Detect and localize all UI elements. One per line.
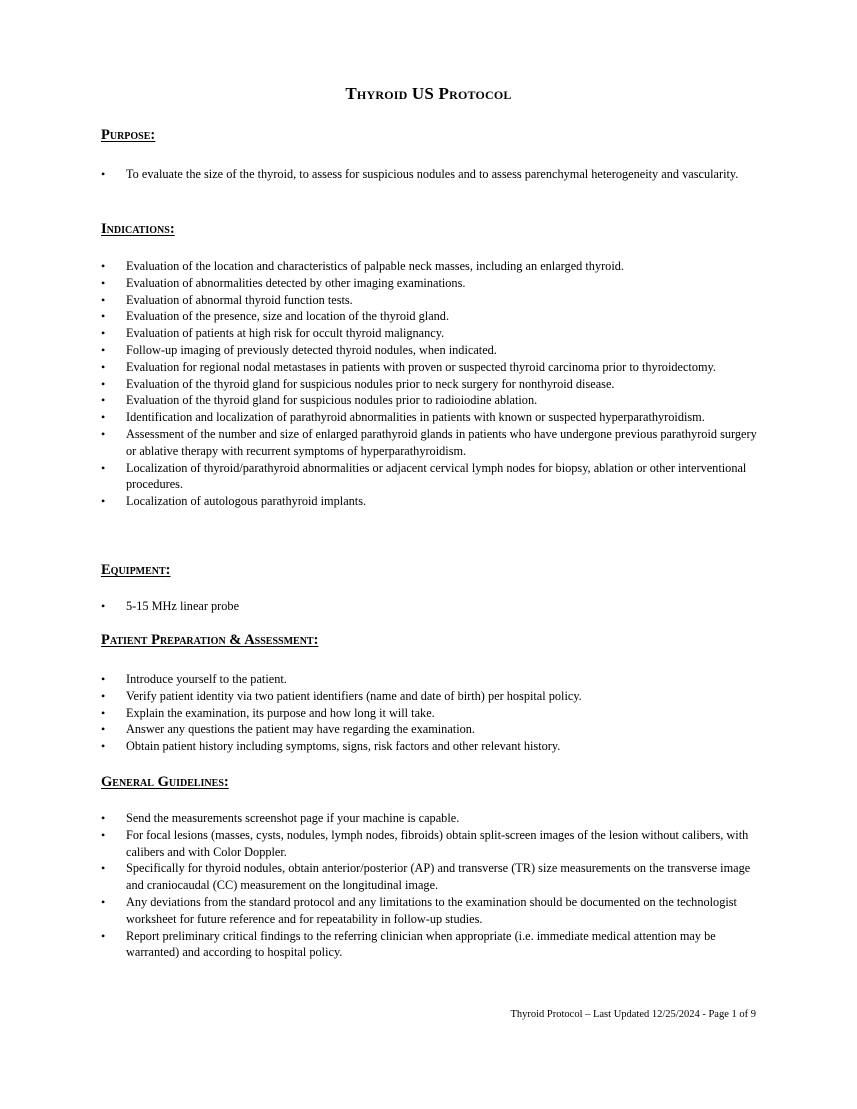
list-item: • Assessment of the number and size of enlarged parathyroid glands in patients who have undergone previous parathyroid surgery or ablative therapy with recurrent symptoms of hyperparathyroidism. (101, 426, 761, 460)
purpose-heading (101, 127, 155, 144)
list-item: • Evaluation of abnormal thyroid function tests. (101, 292, 761, 309)
list-item: • Identification and localization of parathyroid abnormalities in patients with known or suspected hyperparathyroidism. (101, 409, 761, 426)
guidelines-list (101, 810, 761, 961)
list-item: • Answer any questions the patient may have regarding the examination. (101, 721, 761, 738)
purpose-list (101, 165, 761, 184)
list-item: • Localization of thyroid/parathyroid abnormalities or adjacent cervical lymph nodes for biopsy, ablation or other interventional procedures. (101, 460, 761, 494)
list-item: • Follow-up imaging of previously detected thyroid nodules, when indicated. (101, 342, 761, 359)
list-item: • Explain the examination, its purpose and how long it will take. (101, 705, 761, 722)
list-item: • Obtain patient history including symptoms, signs, risk factors and other relevant history. (101, 738, 761, 755)
guidelines-heading-text: General Guidelines (101, 774, 224, 790)
list-item: • Specifically for thyroid nodules, obtain anterior/posterior (AP) and transverse (TR) size measurements on the transverse image and craniocaudal (CC) measurement on the longitudinal image. (101, 860, 761, 894)
purpose-heading-text: Purpose (101, 127, 151, 143)
list-item: • For focal lesions (masses, cysts, nodules, lymph nodes, fibroids) obtain split-screen images of the lesion without calibers, with calibers and with Color Doppler. (101, 827, 761, 861)
equipment-heading (101, 562, 171, 579)
guidelines-heading-colon: : (223, 774, 229, 790)
list-item: • Verify patient identity via two patient identifiers (name and date of birth) per hospital policy. (101, 688, 761, 705)
list-item: • Any deviations from the standard protocol and any limitations to the examination should be documented on the technologist worksheet for future reference and for repeatability in follow-up studies. (101, 894, 761, 928)
list-item: • Evaluation of abnormalities detected by other imaging examinations. (101, 275, 761, 292)
page-footer: Thyroid Protocol – Last Updated 12/25/2024 - Page 1 of 9 (510, 1009, 756, 1020)
preparation-heading-colon: : (313, 632, 319, 648)
preparation-heading-text: Patient Preparation & Assessment (101, 632, 314, 648)
list-item: • Evaluation of the thyroid gland for suspicious nodules prior to neck surgery for nonthyroid disease. (101, 376, 761, 393)
list-item: • Evaluation of the location and characteristics of palpable neck masses, including an enlarged thyroid. (101, 258, 761, 275)
equipment-list (101, 598, 761, 615)
list-item: • Report preliminary critical findings to the referring clinician when appropriate (i.e. immediate medical attention may be warranted) and according to hospital policy. (101, 928, 761, 962)
preparation-heading (101, 632, 318, 649)
indications-list (101, 258, 761, 510)
list-item: • Evaluation of the presence, size and location of the thyroid gland. (101, 308, 761, 325)
list-item: • Send the measurements screenshot page if your machine is capable. (101, 810, 761, 827)
preparation-list (101, 671, 761, 755)
list-item: • Evaluation for regional nodal metastases in patients with proven or suspected thyroid carcinoma prior to thyroidectomy. (101, 359, 761, 376)
document-title: Thyroid US Protocol (345, 84, 512, 103)
list-item: • 5-15 MHz linear probe (101, 598, 761, 615)
equipment-heading-colon: : (165, 562, 171, 578)
list-item: • To evaluate the size of the thyroid, to assess for suspicious nodules and to assess parenchymal heterogeneity and vascularity. (101, 165, 761, 184)
purpose-heading-colon: : (150, 127, 156, 143)
indications-heading-colon: : (169, 221, 175, 237)
indications-heading-text: Indications (101, 221, 170, 237)
list-item: • Evaluation of patients at high risk for occult thyroid malignancy. (101, 325, 761, 342)
list-item: • Evaluation of the thyroid gland for suspicious nodules prior to radioiodine ablation. (101, 392, 761, 409)
list-item: • Localization of autologous parathyroid implants. (101, 493, 761, 510)
indications-heading (101, 221, 175, 238)
equipment-heading-text: Equipment (101, 562, 166, 578)
list-item: • Introduce yourself to the patient. (101, 671, 761, 688)
guidelines-heading (101, 774, 229, 791)
